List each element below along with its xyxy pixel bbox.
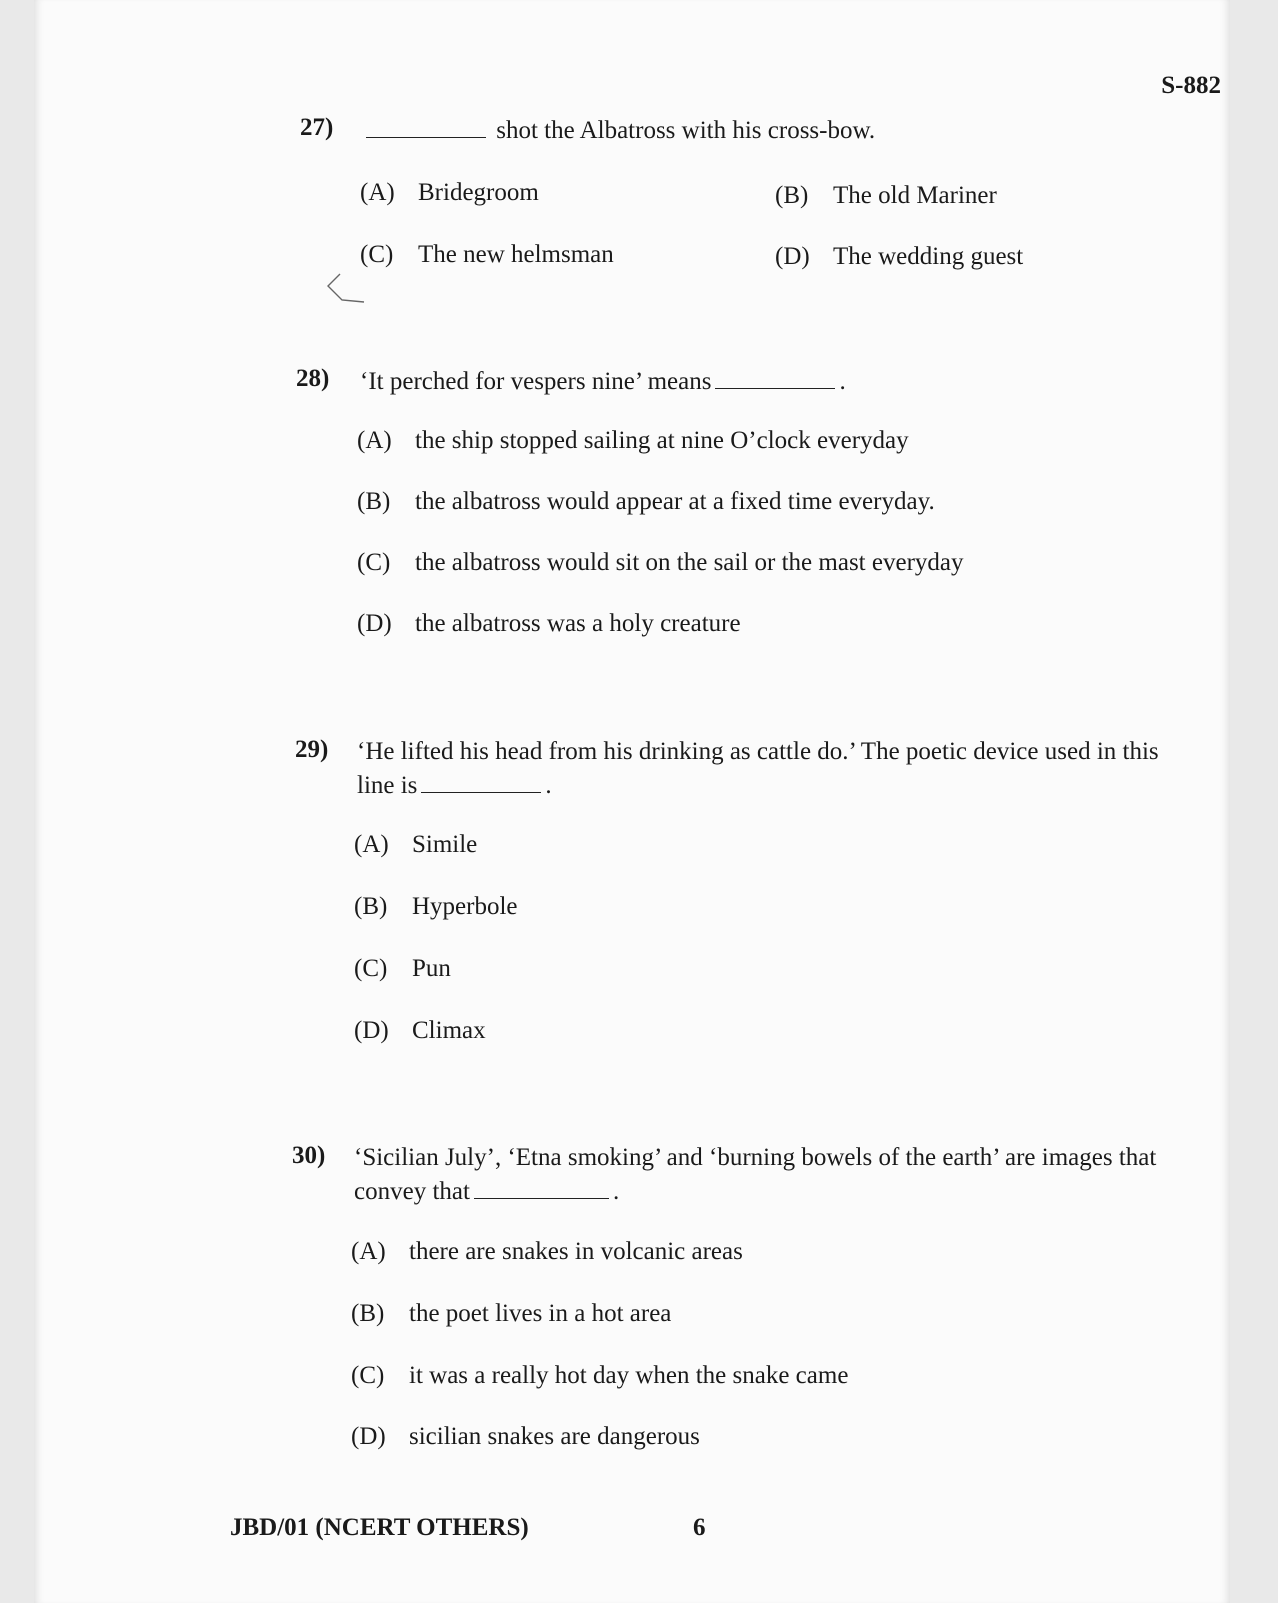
option-a[interactable]: (A) the ship stopped sailing at nine O’clock everyday xyxy=(357,427,909,454)
option-d[interactable]: (D) Climax xyxy=(354,1017,486,1044)
answer-blank xyxy=(366,113,486,138)
question-stem-line-2: convey that . xyxy=(354,1174,619,1208)
question-number: 28) xyxy=(296,365,330,392)
question-stem-line-1: ‘Sicilian July’, ‘Etna smoking’ and ‘burning bowels of the earth’ are images that xyxy=(354,1144,1157,1171)
pen-mark-icon xyxy=(320,270,370,310)
question-number: 29) xyxy=(295,736,329,763)
option-b[interactable]: (B) The old Mariner xyxy=(775,182,997,209)
option-a[interactable]: (A) Bridegroom xyxy=(360,179,539,206)
option-c[interactable]: (C) the albatross would sit on the sail or the mast everyday xyxy=(357,549,964,576)
question-number: 27) xyxy=(300,114,334,141)
question-number: 30) xyxy=(292,1142,326,1169)
option-c[interactable]: (C) Pun xyxy=(354,955,451,982)
option-a[interactable]: (A) Simile xyxy=(354,831,478,858)
paper-code: S-882 xyxy=(1161,72,1221,99)
option-a[interactable]: (A) there are snakes in volcanic areas xyxy=(351,1238,743,1265)
option-c[interactable]: (C) it was a really hot day when the snake came xyxy=(351,1362,849,1389)
answer-blank xyxy=(421,768,541,793)
answer-blank xyxy=(715,364,835,389)
option-c[interactable]: (C) The new helmsman xyxy=(360,241,614,268)
question-stem-line-1: ‘He lifted his head from his drinking as cattle do.’ The poetic device used in this xyxy=(357,738,1159,765)
option-d[interactable]: (D) sicilian snakes are dangerous xyxy=(351,1423,700,1450)
option-b[interactable]: (B) Hyperbole xyxy=(354,893,518,920)
option-b[interactable]: (B) the albatross would appear at a fixed time everyday. xyxy=(357,488,935,515)
question-stem xyxy=(362,113,875,147)
question-stem: ‘It perched for vespers nine’ means . xyxy=(360,364,846,398)
option-d[interactable]: (D) the albatross was a holy creature xyxy=(357,610,741,637)
question-stem-line-2: line is . xyxy=(357,768,552,802)
option-d[interactable]: (D) The wedding guest xyxy=(775,243,1024,270)
page-number: 6 xyxy=(693,1514,706,1541)
question-text: shot the Albatross with his cross-bow. xyxy=(496,117,876,144)
answer-blank xyxy=(474,1174,609,1199)
footer-series: JBD/01 (NCERT OTHERS) xyxy=(230,1514,529,1541)
question-text: ‘It perched for vespers nine’ means xyxy=(360,368,712,395)
option-b[interactable]: (B) the poet lives in a hot area xyxy=(351,1300,672,1327)
